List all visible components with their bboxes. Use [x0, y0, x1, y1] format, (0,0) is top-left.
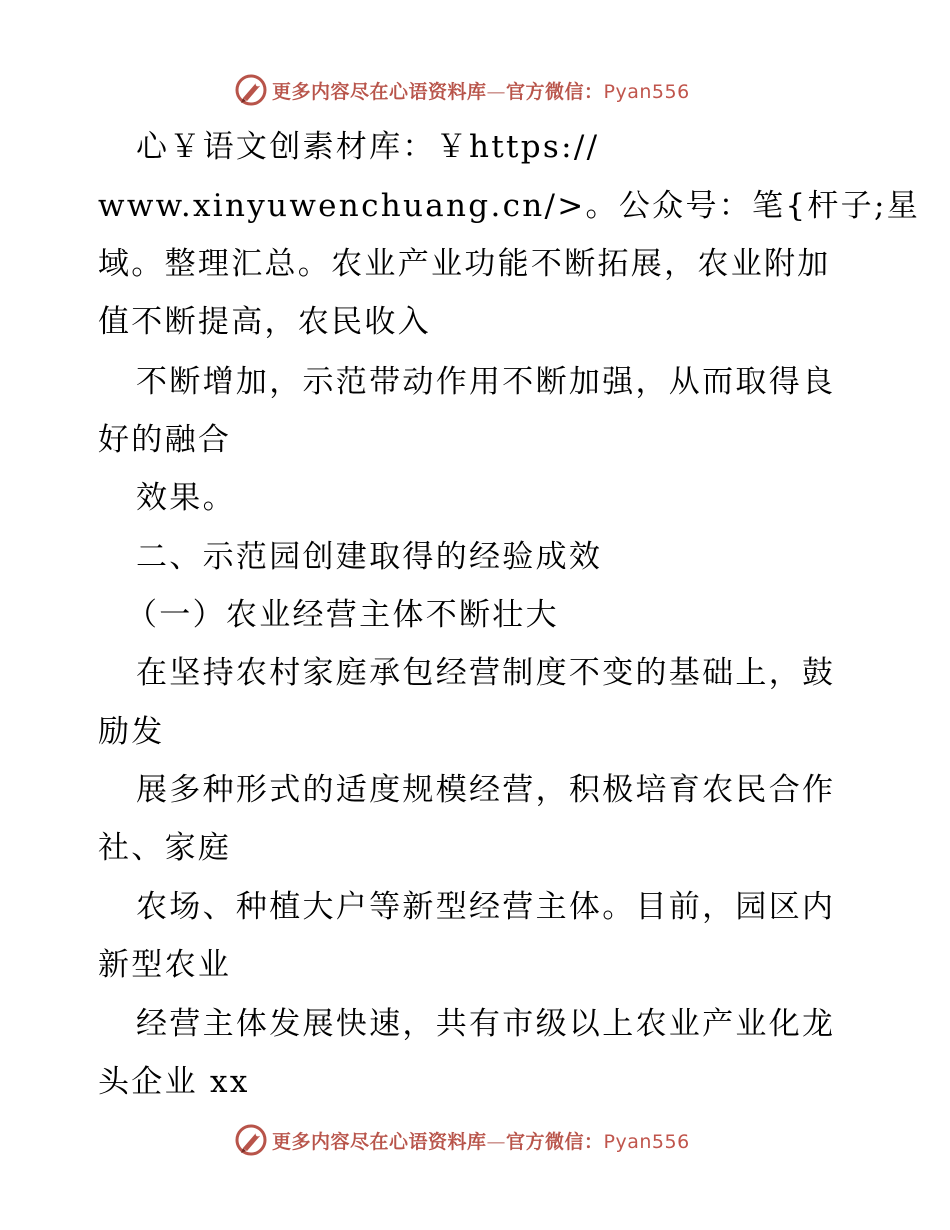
pen-circle-icon	[234, 1123, 268, 1157]
text-line: 不断增加，示范带动作用不断加强，从而取得良	[136, 364, 836, 400]
text-line: 值不断提高，农民收入	[98, 304, 431, 340]
text-line: 域。整理汇总。农业产业功能不断拓展，农业附加	[98, 246, 831, 282]
banner-separator: —	[486, 1130, 507, 1153]
text-line: 农场、种植大户等新型经营主体。目前，园区内	[136, 889, 836, 925]
text-line: 好的融合	[98, 422, 232, 458]
banner-site-name: 更多内容尽在心语资料库	[272, 80, 487, 103]
banner-wechat-label: 官方微信：	[506, 80, 604, 103]
text-line: 励发	[98, 714, 165, 750]
text-line: 社、家庭	[98, 830, 232, 866]
header-banner	[234, 72, 690, 108]
text-line: 经营主体发展快速，共有市级以上农业产业化龙	[136, 1006, 836, 1042]
text-line: 头企业 xx	[98, 1064, 250, 1100]
text-line: 新型农业	[98, 947, 232, 983]
text-line: www.xinyuwenchuang.cn/>。公众号：笔{杆子;星	[98, 188, 921, 224]
banner-separator: —	[486, 80, 507, 103]
text-line: 心￥语文创素材库：￥https://	[136, 129, 600, 165]
subsection-heading: （一）农业经营主体不断壮大	[126, 597, 559, 633]
footer-banner	[234, 1122, 690, 1158]
banner-text	[272, 77, 690, 104]
banner-wechat-account: Pyan556	[603, 80, 690, 103]
banner-text	[272, 1127, 690, 1154]
banner-wechat-label: 官方微信：	[506, 1130, 604, 1153]
text-line: 效果。	[136, 480, 236, 516]
banner-wechat-account: Pyan556	[603, 1130, 690, 1153]
banner-site-name: 更多内容尽在心语资料库	[272, 1130, 487, 1153]
text-line: 在坚持农村家庭承包经营制度不变的基础上，鼓	[136, 655, 836, 691]
section-heading: 二、示范园创建取得的经验成效	[136, 539, 603, 575]
pen-circle-icon	[234, 73, 268, 107]
text-line: 展多种形式的适度规模经营，积极培育农民合作	[136, 772, 836, 808]
